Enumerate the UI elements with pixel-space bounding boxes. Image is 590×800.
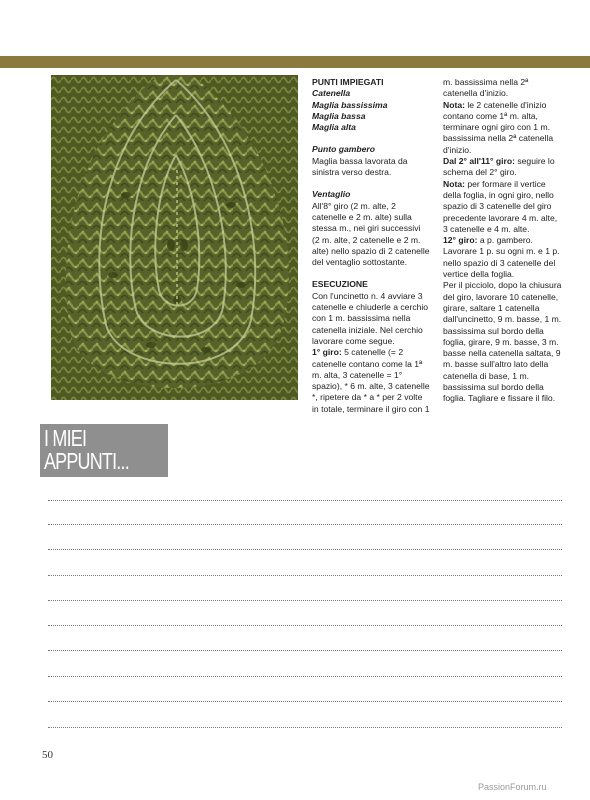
giro1-text: 5 catenelle (= 2 catenelle contano come la 1ª m. alta, 3 catenelle = 1° spazio), * 6 m. alte, 3 catenelle *, ripetere da * a * per 2 volte in totale, terminare il giro con 1: [312, 347, 430, 414]
notes-line[interactable]: [48, 701, 562, 702]
nota1-label: Nota:: [443, 99, 465, 110]
giro1-paragraph: [312, 347, 430, 415]
giro1-label: 1° giro:: [312, 347, 342, 358]
giro12-label: 12° giro:: [443, 235, 478, 246]
nota2-label: Nota:: [443, 178, 465, 189]
section-title-esecuzione: ESECUZIONE: [312, 279, 368, 290]
notes-line[interactable]: [48, 549, 562, 550]
notes-line[interactable]: [48, 524, 562, 525]
stitch-name: Maglia bassissima: [312, 99, 388, 110]
giro12-paragraph: [443, 235, 563, 246]
giri-paragraph: [443, 156, 563, 179]
continuation-text: m. bassissima nella 2ª catenella d'inizio.: [443, 77, 529, 99]
section-title-ventaglio: Ventaglio: [312, 189, 351, 200]
giri-text: seguire lo schema del 2° giro.: [443, 156, 555, 178]
ventaglio-text: All'8° giro (2 m. alte, 2 catenelle e 2 m. alte) sulla stessa m., nei giri successivi (2 m. alte, 2 catenelle e 2 m. alte) nello spazio di 2 catenelle del ventaglio sottostante.: [312, 200, 430, 268]
notes-line[interactable]: [48, 650, 562, 651]
notes-line[interactable]: [48, 727, 562, 728]
stitch-name: Catenella: [312, 88, 351, 99]
section-title-punti: PUNTI IMPIEGATI: [312, 77, 384, 87]
notes-title-line2: APPUNTI...: [44, 448, 129, 474]
watermark: PassionForum.ru: [478, 782, 547, 792]
picciolo-text: Per il picciolo, dopo la chiusura del giro, lavorare 10 catenelle, girare, saltare 1 catenella dall'uncinetto, 9 m. basse, 1 m. bassissima sul bordo della foglia, girare, 9 m. basse, 3 m. basse nella catenella saltata, 9 m. basse sull'altro lato della catenella di base, 1 m. bassissima sul bordo della foglia. Tagliare e fissare il filo.: [443, 280, 562, 404]
notes-line[interactable]: [48, 625, 562, 626]
nota1-text: le 2 catenelle d'inizio contano come 1ª m. alta, terminare ogni giro con 1 m. bassissima nella 2ª catenella d'inizio.: [443, 99, 554, 155]
page-number: 50: [42, 749, 53, 761]
notes-line[interactable]: [48, 676, 562, 677]
header-bar: [0, 56, 590, 68]
gambero-text: Maglia bassa lavorata da sinistra verso destra.: [312, 155, 408, 178]
giro12-more-text: Lavorare 1 p. su ogni m. e 1 p. nello spazio di 3 catenelle del vertice della foglia.: [443, 246, 560, 280]
notes-line[interactable]: [48, 575, 562, 576]
notes-line[interactable]: [48, 600, 562, 601]
notes-line[interactable]: [48, 500, 562, 501]
nota1-paragraph: [443, 100, 563, 156]
stitch-name: Maglia alta: [312, 122, 356, 133]
giro12-text: a p. gambero.: [477, 235, 533, 246]
nota2-text: per formare il vertice della foglia, in ogni giro, nello spazio di 3 catenelle del giro precedente lavorare 4 m. alte, 3 catenelle e 4 m. alte.: [443, 178, 558, 234]
esecuzione-text: Con l'uncinetto n. 4 avviare 3 catenelle e chiuderle a cerchio con 1 m. bassissima nella catenella iniziale. Nel cerchio lavorare come segue.: [312, 290, 429, 346]
section-title-gambero: Punto gambero: [312, 144, 376, 155]
giri-label: Dal 2° all'11° giro:: [443, 156, 515, 167]
crochet-photo: [51, 75, 298, 400]
instructions-column-2: [443, 77, 563, 405]
notes-title-line1: I MIEI: [44, 425, 87, 451]
instructions-column-1: [312, 77, 430, 415]
stitch-name: Maglia bassa: [312, 110, 366, 121]
nota2-paragraph: [443, 179, 563, 235]
